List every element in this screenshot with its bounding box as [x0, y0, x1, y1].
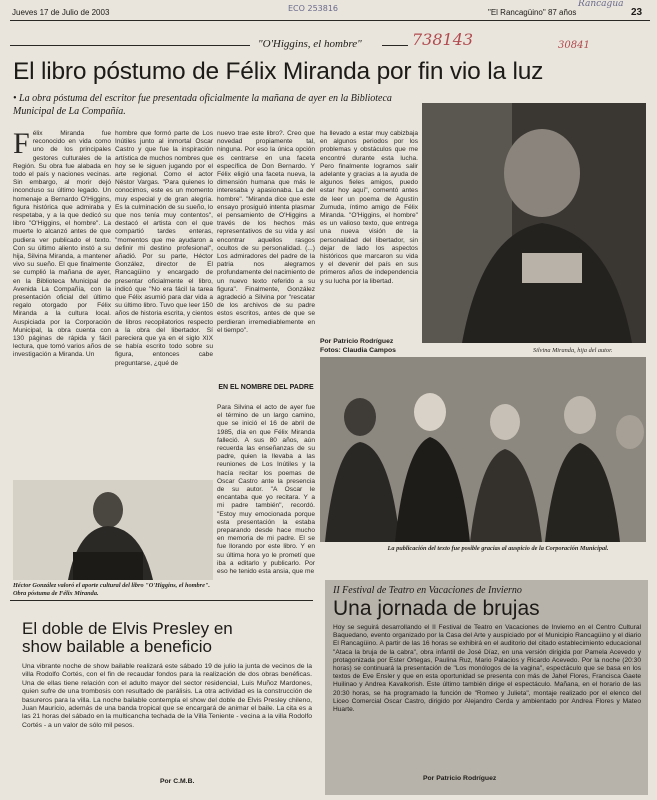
- paper-name: "El Rancagüino" 87 años: [488, 8, 577, 17]
- drop-cap: F: [13, 130, 30, 160]
- article-column-4: ha llevado a estar muy cabizbaja en algunos periodos por los problemas y obstáculos que me encontré durante esta lucha. Pero finalmente logramos salir adelante y gracias a la ayuda de algunos fieles amigos, puedo estar hoy aquí", comentó antes de leer un poema de Agustín Zumuda, íntimo amigo de Félix Miranda. "O'Higgins, el hombre" es un valioso texto, que entrega una nueva visión de la personalidad del libertador, sin dejar de lado los aspectos históricos que marcaron su vida y el devenir del país en sus primeros años de independencia y su lucha por la libertad.: [320, 130, 418, 285]
- article-deck: • La obra póstuma del escritor fue presentada oficialmente la mañana de ayer en la Biblioteca Municipal de La Compañía.: [13, 93, 392, 117]
- article-column-2: hombre que formó parte de Los Inútiles junto al inmortal Oscar Castro y que fue la inspiración artística de muchos nombres que hoy se le siguen jugando por el arte regional. Como el actor Néstor Vargas. "Para quienes lo conocimos, este es un momento muy especial y de gran alegría. Es la culminación de su sueño, lo que nos tenía muy contentos", destacó el artista con el que compartió tardes enteras, "momentos que me ayudaron a definir mi destino profesional", añadió. Por su parte, Héctor González, director de El Rancagüino y encargado de presentar oficialmente el libro, indicó que "No era fácil la tarea que Félix asumió para dar vida a su último libro. Tuvo que leer 150 años de historia escrita, y cientos de libros recopilatorios respecto a la obra del libertador. Sí pareciera que ya en el siglo XIX se había escrito todo sobre su figura, entonces cabe preguntarse, ¿qué de: [115, 130, 213, 367]
- handwritten-number-1: 738143: [412, 30, 474, 49]
- page-number: 23: [631, 7, 643, 18]
- festival-kicker: II Festival de Teatro en Vacaciones de Invierno: [333, 585, 522, 596]
- article-column-3: nuevo trae este libro?. Creo que novedad propiamente tal, ninguna. Por eso la única opción es centrarse en una faceta específica de Don Bernardo. Y Félix eligió una faceta nueva, la dimensión humana que más le interesaba y apasionaba. La del hombre". "Miranda dice que este ensayo prosiguió intenta plasmar el pensamiento de O'Higgins a través de los hechos más representativos de su vida y así encontrar aquellos rasgos ocultos de su personalidad. (...) Los admiradores del padre de la patria nos alegramos profundamente del nacimiento de un nuevo texto referido a su figura". Finalmente, González agradeció a Silvina por "rescatar de los archivos de su padre estos escritos, antes de que se perdieran irremediablemente en el tiempo".: [217, 130, 315, 334]
- elvis-credit: Por C.M.B.: [160, 778, 195, 785]
- author-credit: Por Patricio Rodríguez: [320, 338, 394, 345]
- silvina-miranda-photo: [422, 103, 646, 343]
- elvis-body: Una vibrante noche de show bailable realizará este sábado 19 de julio la junta de vecinos de la villa Rodolfo Cortés, con el fin de recaudar fondos para la realización de dos obras benéficas. Una de ellas tiene relación con el adulto mayor del sector residencial, Luis Muñoz Mardones, quien sufre de una trombosis con resultado de parálisis. La otra actividad es la construcción de basureros para la villa. La noche bailable contempla el show del doble de Elvis Presley chileno, Juan Mauricio, además de una banda tropical que se encargará de animar el baile. La cita es a las 21 horas del sábado en la multicancha techada de la Villa Teniente - vecina a la villa Rodolfo Cortés - a un valor de sólo mil pesos.: [22, 663, 312, 729]
- archive-stamp: ECO 253816: [288, 4, 339, 13]
- festival-headline: Una jornada de brujas: [333, 597, 540, 620]
- article-headline: El libro póstumo de Félix Miranda por fin vio la luz: [13, 58, 544, 85]
- kicker-rule-left: [10, 45, 250, 46]
- caption-silvina: Silvina Miranda, hija del autor.: [533, 347, 613, 354]
- caption-hector: Héctor González valoró el aporte cultural del libro "O'Higgins, el hombre". Obra póstuma de Félix Miranda.: [13, 582, 210, 597]
- article-column-3b: Para Silvina el acto de ayer fue el término de un largo camino, que se inició el 16 de abril de 1985, día en que Félix Miranda falleció. A sus 80 años, aún recuerda las enseñanzas de su padre, quien la llevaba a las reuniones de Los Inútiles y la hacía recitar los poemas de Oscar Castro ante la presencia de su autor. "A Oscar le encantaba que yo recitara. Y a mi padre también", recordó. "Estoy muy emocionada porque esta presentación la estaba preparando desde hace mucho en memoria de mi padre. El se fue llorando por este libro. Y en su última hora yo le prometí que iba a editarlo y publicarlo. Por eso he tenido esta ansia, que me: [217, 404, 315, 576]
- caption-group: La publicación del texto fue posible gracias al auspicio de la Corporación Municipal.: [387, 545, 609, 552]
- silvina-photo-art: [422, 103, 646, 343]
- handwritten-city: Rancagua: [578, 0, 624, 9]
- festival-credit: Por Patricio Rodríguez: [423, 775, 497, 782]
- hector-gonzalez-photo: [13, 480, 213, 580]
- hector-photo-art: [13, 480, 213, 580]
- handwritten-number-2: 30841: [558, 40, 590, 51]
- group-photo: [320, 357, 646, 542]
- photo-credit: Fotos: Claudia Campos: [320, 347, 396, 354]
- group-photo-art: [320, 357, 646, 542]
- festival-body: Hoy se seguirá desarrollando el II Festival de Teatro en Vacaciones de Invierno en el Centro Cultural Baquedano, evento organizado por la Casa del Arte y auspiciado por el Municipio Rancagüino y el diario El Rancagüino. A partir de las 16 horas se exhibirá en el auditorio del citado establecimiento educacional "Ataca la bruja de la cabra", obra infantil de José Díaz, en una versión dirigida por Pamela Acevedo y protagonizada por Ester Ortegas, Paulina Ruz, Mario Palacios y Ricardo Acevedo. Por la noche (20:30 horas) se continuará la presentación de "Los monólogos de la vagina", espectáculo que se basa en los textos de Eve Ensler y que en esta oportunidad se presenta con más de Jahel Flores, Francisca Gaete Huilinao y Andrea Kavalkorish. Este último también dirige el espectáculo. Mañana, en el horario de las 20:30 horas, se ha programado la función de "Romeo y Julieta", montaje realizado por el elenco del Liceo Comercial Oscar Castro, dirigido por Alejandro Cerda y ambientado por Andrea Flores y Mateo Huarte.: [333, 624, 641, 714]
- article-column-1: [13, 130, 111, 475]
- elvis-headline: El doble de Elvis Presley en show bailable a beneficio: [22, 619, 233, 656]
- section-divider: [10, 600, 313, 601]
- subhead-en-el-nombre: EN EL NOMBRE DEL PADRE: [218, 384, 314, 391]
- column-1-text: élix Miranda fue reconocido en vida como uno de los principales gestores culturales de la Región. Su obra fue alabada en todo el país y naciones vecinas. Sin embargo, al morir dejó inconcluso su último legado. Un homenaje a Bernardo O'Higgins, figura histórica que admiraba y respetaba, y a la que dedicó su libro "O'Higgins, el hombre". La muerte lo alcanzó antes de que pudiera ver publicado el texto. Con su último aliento instó a su hija, Silvina Miranda, a mantener vivo su sueño. El que finalmente se cumplió la mañana de ayer, en la Biblioteca Municipal de Avenida La Compañía, con la presentación oficial del último regalo otorgado por Félix Miranda a la cultura local. Auspiciada por la Corporación Municipal, la obra cuenta con 130 páginas de rápida y fácil lectura, que tomó varios años de investigación a Miranda. Un: [13, 130, 111, 359]
- article-kicker: "O'Higgins, el hombre": [258, 38, 362, 50]
- header-rule: [10, 20, 650, 21]
- issue-date: Jueves 17 de Julio de 2003: [12, 8, 110, 17]
- kicker-rule-right: [382, 45, 408, 46]
